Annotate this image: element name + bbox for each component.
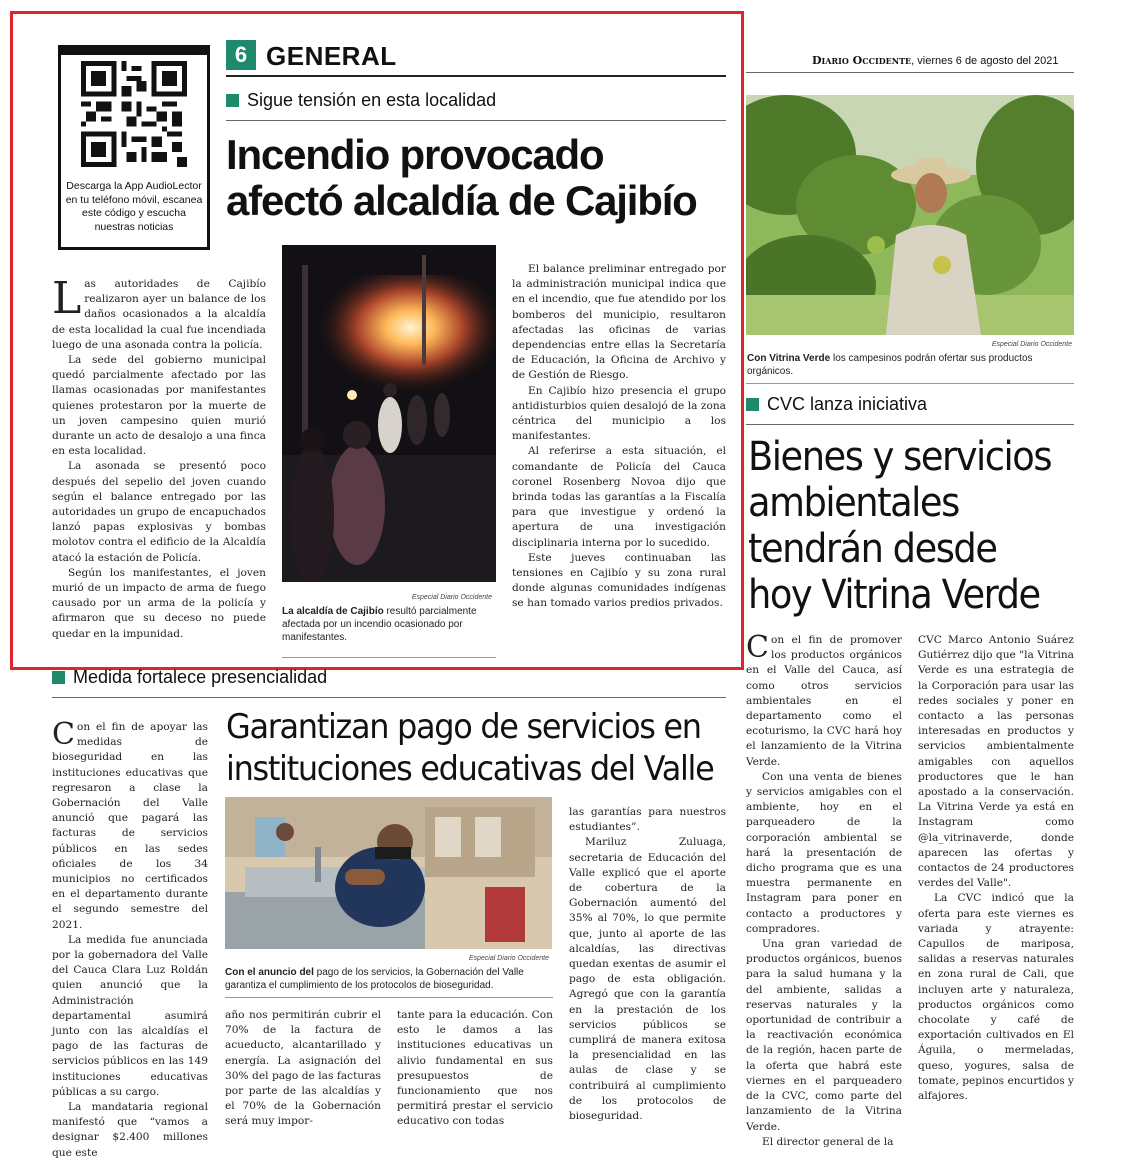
article3-photo-credit: Especial Diario Occidente xyxy=(991,341,1072,348)
article2-column3 xyxy=(397,1008,553,1130)
article2-column1 xyxy=(52,717,208,1161)
article3-column2 xyxy=(918,633,1074,1104)
article3-c1-p3: Una gran variedad de productos orgánicos, buenos para la salud humana y la del ambiente, salidas a reservas naturales y la oportunidad de contribuir a la reactivación económica de la región, hacen parte de la oferta que habrá este viernes en el parqueadero de la CVC, como parte del lanzamiento de la Vitrina Verde. xyxy=(746,938,902,1133)
qr-instructions: Descarga la App AudioLector en tu teléfono móvil, escanea este código y escucha nuestras noticias xyxy=(65,180,203,233)
article3-headline xyxy=(748,434,1051,618)
article2-c1-p3: La mandataria regional manifestó que “vamos a designar $2.400 millones que este xyxy=(52,1101,208,1159)
article2-dropcap: C xyxy=(52,717,75,752)
article3-caption-rule xyxy=(746,383,1074,384)
article3-c2-p2: La CVC indicó que la oferta para este viernes es variada y atrayente: Capullos de mariposa, salidas a reservas naturales en zona rural de Cali, que incluyen arte y naturaleza, productos orgánicos como chocolate y café de exportación cultivados en El Águila, o mermeladas, queso, yogures, salsa de tomate, pepinos encurtidos y alfajores. xyxy=(918,892,1074,1103)
article2-caption-bold: Con el anuncio del xyxy=(225,967,314,978)
article1-caption-text: resultó parcialmente afectada por un incendio ocasionado por manifestantes. xyxy=(282,606,477,643)
kicker-square-icon xyxy=(52,671,65,684)
article2-caption-rule xyxy=(225,997,553,998)
article2-caption xyxy=(225,966,553,992)
article1-headline-line1: Incendio provocado xyxy=(226,131,604,178)
article1-p2: La sede del gobierno municipal quedó parcialmente afectado por las llamas ocasionadas por manifestantes quienes protestaron por la muerte de un joven campesino quien murió durante un acto de desalojo a una finca en esta localidad. xyxy=(52,354,266,458)
issue-date: , viernes 6 de agosto del 2021 xyxy=(911,55,1059,67)
masthead xyxy=(812,54,1059,67)
article3-c1-p2: Con una venta de bienes y servicios amigables con el ambiente, hoy en el parqueadero de la corporación ambiental se hará la presentación de dicho programa que es una muestra permanente en Instagram para poner en contacto a productores y compradores. xyxy=(746,770,902,935)
article3-column1 xyxy=(746,630,902,1150)
page-number: 6 xyxy=(234,42,248,67)
article3-photo xyxy=(746,95,1074,335)
article2-c4-p1: las garantías para nuestros estudiantes”. xyxy=(569,806,726,834)
article1-c2-p4: Este jueves continuaban las tensiones en Cajibío y su zona rural donde algunas comunidades indígenas se han tomado varios predios privados. xyxy=(512,551,726,610)
article1-photo-credit: Especial Diario Occidente xyxy=(411,594,492,601)
article3-kicker-rule xyxy=(746,424,1074,425)
article3-kicker xyxy=(746,394,927,415)
article2-c2: año nos permitirán cubrir el 70% de la factura de acueducto, alcantarillado y energía. La asignación del 30% del pago de las facturas por parte de las alcaldías y el 70% de la Gobernación será muy impor- xyxy=(225,1009,381,1128)
farmer-orchard-illustration xyxy=(746,95,1074,335)
article2-headline xyxy=(226,706,713,790)
article3-headline-line3: tendrán desde xyxy=(748,526,997,572)
article2-c1-p2: La medida fue anunciada por la gobernadora del Valle del Cauca Clara Luz Roldán quien anunció que la Administración departamental asumirá junto con las alcaldías el pago de las facturas de servicios públicos en las 149 instituciones educativas públicas a su cargo. xyxy=(52,933,208,1098)
article3-headline-line2: ambientales xyxy=(748,480,959,526)
article2-column4 xyxy=(569,805,726,1124)
classroom-handwash-illustration xyxy=(225,797,552,949)
kicker-square-icon xyxy=(746,398,759,411)
article3-caption xyxy=(747,352,1073,378)
article2-photo-credit: Especial Diario Occidente xyxy=(468,955,549,962)
article2-kicker-text: Medida fortalece presencialidad xyxy=(73,667,328,687)
article1-caption-bold: La alcaldía de Cajibío xyxy=(282,606,384,617)
article3-dropcap: C xyxy=(746,630,769,665)
article3-kicker-text: CVC lanza iniciativa xyxy=(767,394,928,414)
article3-caption-bold: Con Vitrina Verde xyxy=(747,353,831,364)
article2-c4-p2: Mariluz Zuluaga, secretaria de Educación del Valle explicó que el aporte de cobertura de la Gobernación aumentó del 35% al 70%, lo que permite que, junto al aporte de las alcaldías, las directivas quedan exentas de asumir el pago de esta obligación. Agregó que con la garantía en la prestación de los servicios públicos se cumplirá de manera exitosa la presencialidad en las aulas de clase y se contribuirá al cumplimiento de los protocolos de bioseguridad. xyxy=(569,836,726,1123)
article2-kicker-rule xyxy=(52,697,726,698)
masthead-rule xyxy=(746,72,1074,73)
article2-column2 xyxy=(225,1008,381,1130)
article1-c2-p3: Al referirse a esta situación, el comandante de Policía del Cauca coronel Rosenberg Novoa dijo que brinda todas las garantías a la Fiscalía para que investigue y ordenó la apertura de una investigación disciplinaria interna por lo sucedido. xyxy=(512,445,726,549)
article2-caption-text: pago de los servicios, la Gobernación del Valle garantiza el cumplimiento de los protocolos de bioseguridad. xyxy=(225,967,524,991)
highlight-frame xyxy=(10,11,744,670)
article3-caption-text: los campesinos podrán ofertar sus productos orgánicos. xyxy=(747,353,1033,377)
article2-headline-line1: Garantizan pago de servicios en xyxy=(226,707,701,747)
article3-c2-p1: CVC Marco Antonio Suárez Gutiérrez dijo que "la Vitrina Verde es una estrategia de la Corporación para usar las redes sociales y poner en contacto a las personas interesadas en productos y servicios ambientalmente amigables con aquellos productores que le han apostado a la conservación. La Vitrina Verde ya está en Instagram como @la_vitrinaverde, donde aparecen las ofertas y contactos de 24 productores verdes del Valle". xyxy=(918,634,1074,890)
article1-p3: La asonada se presentó poco después del sepelio del joven cuando según el balance entregado por las autoridades un grupo de encapuchados lanzó papas explosivas y bombas molotov contra el edificio de la Alcaldía atacó la estación de Policía. xyxy=(52,460,266,564)
paper-name: Diario Occidente xyxy=(812,54,912,67)
article2-c3: tante para la educación. Con esto le damos a las instituciones educativas un alivio fundamental en sus presupuestos de funcionamiento que nos permitirá prestar el servicio educativo con todas xyxy=(397,1009,553,1128)
section-title: GENERAL xyxy=(266,41,397,71)
article1-headline-line2: afectó alcaldía de Cajibío xyxy=(226,177,697,224)
article2-headline-line2: instituciones educativas del Valle xyxy=(226,749,714,789)
article1-p1: as autoridades de Cajibío realizaron ayer un balance de los daños ocasionados a la alcaldía de esta localidad la cual fue incendiada luego de una asonada contra la policía. xyxy=(52,278,266,351)
article1-c2-p1: El balance preliminar entregado por la administración municipal indica que en el incendio, que fue atendido por los bomberos del municipio, resultaron afectadas las oficinas de varias dependencias entre ellas la Secretaría de Educación, la Oficina de Archivo y de Gestión de Riesgo. xyxy=(512,263,726,382)
article1-c2-p2: En Cajibío hizo presencia el grupo antidisturbios quien desalojó de la zona céntrica del municipio a los manifestantes. xyxy=(512,384,726,443)
article1-kicker-text: Sigue tensión en esta localidad xyxy=(247,90,497,110)
article3-headline-line1: Bienes y servicios xyxy=(748,434,1052,480)
article1-p4: Según los manifestantes, el joven murió de un impacto de arma de fuego causado por un arma de la policía y afirmaron que su deceso no puede quedar en la impunidad. xyxy=(52,566,266,640)
article2-photo xyxy=(225,797,552,949)
article2-kicker xyxy=(52,667,327,688)
article2-c1-p1: on el fin de apoyar las medidas de bioseguridad en las instituciones educativas que regresaron a clase la Gobernación del Valle anunció que pagará las facturas de servicios públicos en las sedes oficiales de los 34 municipios no certificados en el departamento durante el segundo semestre del 2021. xyxy=(52,721,208,931)
article1-dropcap: L xyxy=(52,273,82,324)
article3-headline-line4: hoy Vitrina Verde xyxy=(748,572,1040,618)
article3-c1-p4: El director general de la xyxy=(762,1135,894,1148)
article3-c1-p1: on el fin de promover los productos orgánicos en el Valle del Cauca, así como otros servicios ambientales en el departamento como el ecoturismo, la CVC hará hoy el lanzamiento de la Vitrina Verde. xyxy=(746,634,902,768)
